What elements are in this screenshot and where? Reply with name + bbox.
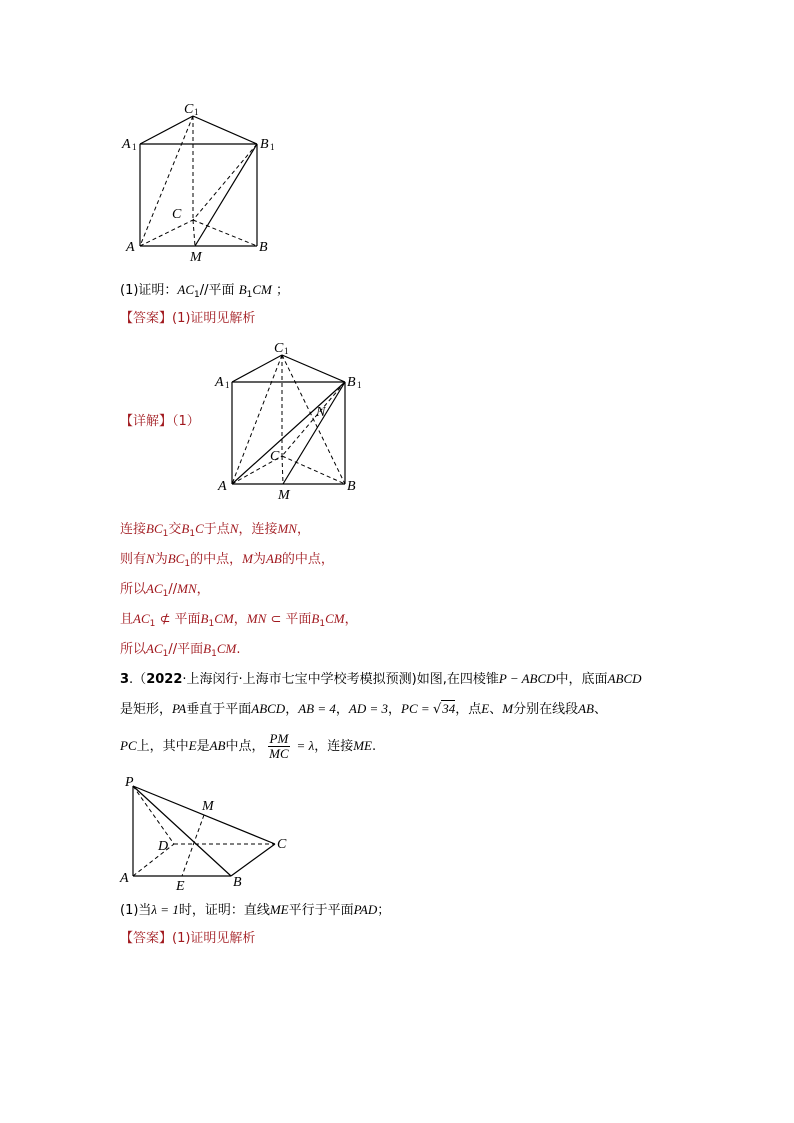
label-b: B [347,479,356,494]
label-a1-sub: 1 [225,380,230,390]
part1-question-3: (1)当λ = 1时，证明：直线ME平行于平面PAD； [120,902,391,918]
proof-line-4: 且$AC_1$ ⊄ 平面$B_1CM$，MN ⊂ 平面$B_1CM$， [120,611,358,629]
label-b1: B [260,137,269,152]
proof-line-1: 连接$BC_1$交$B_1C$于点N，连接MN， [120,521,310,539]
label-a1: A [122,137,131,152]
answer-3: 【答案】(1)证明见解析 [120,931,256,946]
fraction-pm-mc: $\frac{PM}{MC}$ [269,731,289,761]
label-m: M [278,488,290,503]
detail-tag: 【详解】 [120,414,173,429]
label-b1-sub: 1 [270,142,275,152]
problem3-line-2: 是矩形，PA垂直于平面ABCD，AB = 4，AD = 3，PC = √34，点E、M分别在线段AB、 [120,701,607,717]
label-b: B [259,240,268,255]
label-c1-sub: 1 [194,107,199,117]
label-b1: B [347,375,356,390]
label-a1-sub: 1 [132,142,137,152]
label-c1: C [184,102,194,117]
label-m: M [202,799,214,814]
proof-line-3: 所以$AC_1//MN$， [120,581,210,599]
label-m: M [190,250,202,264]
prism-figure-1 [118,98,298,264]
label-c1: C [274,341,284,356]
label-c: C [172,207,182,222]
label-c1-sub: 1 [284,346,289,356]
proof-line-2: 则有N为$BC_1$的中点，M为AB的中点， [120,551,334,569]
label-e: E [176,879,185,892]
proof-line-5: 所以$AC_1//$平面$B_1CM$. [120,641,241,659]
problem-number: 3 [120,672,130,687]
label-a: A [120,871,129,886]
label-c: C [270,449,280,464]
problem3-line-3: PC上，其中E是AB中点， $\frac{PM}{MC}$ = λ，连接ME. [120,731,377,761]
label-a: A [218,479,227,494]
label-c: C [277,837,287,852]
label-p: P [125,775,134,790]
answer-tag: 【答案】 [120,931,173,946]
answer-1: 【答案】(1)证明见解析 [120,311,256,326]
problem3-line-1: 3.（2022·上海闵行·上海市七宝中学校考模拟预测)如图,在四棱锥P − ABCD中，底面ABCD [120,671,642,687]
prism-figure-2 [212,340,372,508]
label-b1-sub: 1 [357,380,362,390]
label-a1: A [215,375,224,390]
label-b: B [233,875,242,890]
detail-1: 【详解】（1） [120,414,200,429]
pyramid-figure [116,772,296,892]
label-a: A [126,240,135,255]
label-d: D [158,839,169,854]
part1-question: (1)证明：$AC_1//$平面 $B_1CM$ ； [120,282,290,300]
label-n: N [316,405,326,420]
answer-tag: 【答案】 [120,311,173,326]
